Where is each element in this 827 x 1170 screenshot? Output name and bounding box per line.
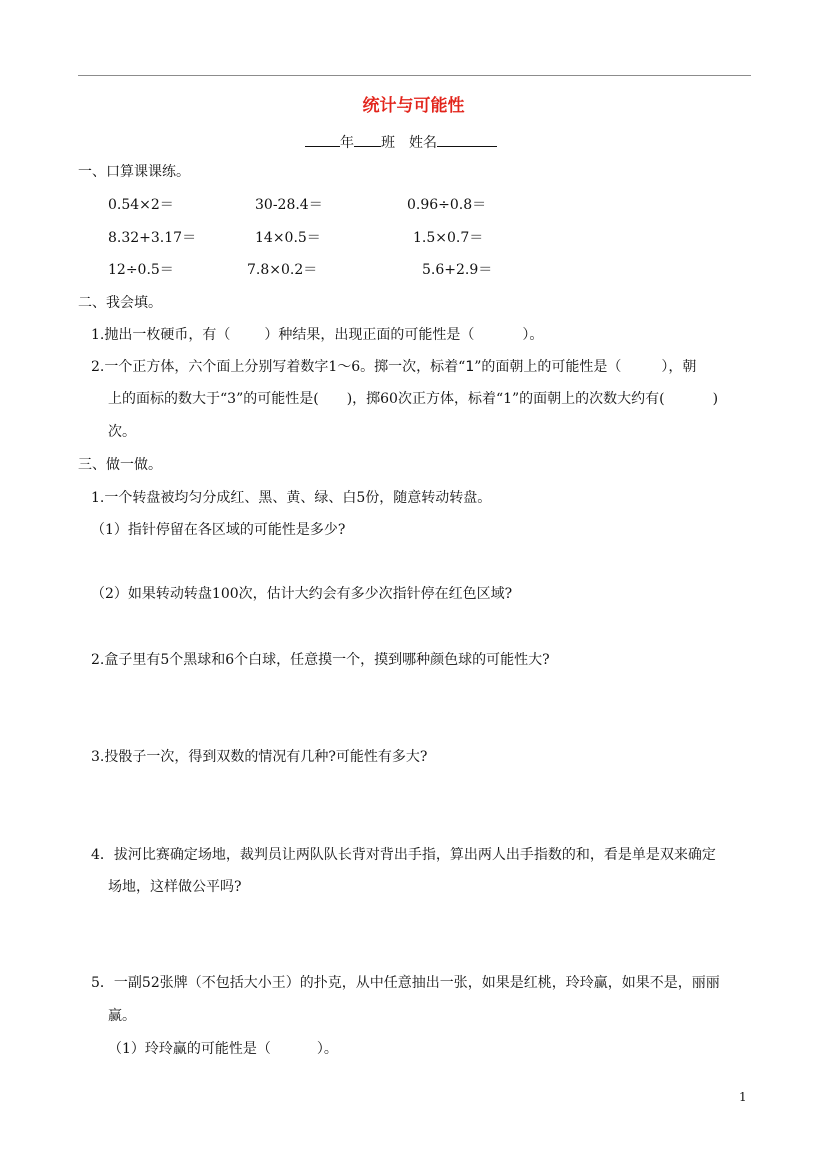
do-question-1: 1.一个转盘被均匀分成红、黑、黄、绿、白5份，随意转动转盘。	[91, 490, 492, 506]
class-blank[interactable]	[354, 132, 381, 147]
section-heading-1: 一、口算课课练。	[78, 164, 190, 180]
page-title: 统计与可能性	[362, 96, 465, 116]
section-heading-3: 三、做一做。	[78, 457, 162, 473]
section-heading-2: 二、我会填。	[78, 295, 162, 311]
math-item: 8.32+3.17＝	[108, 230, 197, 246]
math-item: 5.6+2.9＝	[422, 262, 493, 278]
year-label: 年	[340, 135, 354, 151]
name-blank[interactable]	[437, 132, 497, 147]
do-question-1-part-2: （2）如果转动转盘100次，估计大约会有多少次指针停在红色区域?	[91, 586, 513, 602]
math-item: 12÷0.5＝	[108, 262, 174, 278]
do-question-2: 2.盒子里有5个黑球和6个白球，任意摸一个，摸到哪种颜色球的可能性大?	[91, 652, 550, 668]
math-item: 0.96÷0.8＝	[407, 197, 487, 213]
fill-question-2-line-2: 上的面标的数大于“3”的可能性是( )，掷60次正方体，标着“1”的面朝上的次数大约有( )	[108, 391, 719, 407]
page-number: 1	[739, 1090, 747, 1104]
name-label: 姓名	[409, 135, 437, 151]
do-question-5-line-1: 5．一副52张牌（不包括大小王）的扑克，从中任意抽出一张，如果是红桃，玲玲赢，如果不是，丽丽	[91, 975, 720, 991]
fill-question-1: 1.抛出一枚硬币，有（ ）种结果，出现正面的可能性是（ ）。	[91, 327, 544, 343]
do-question-1-part-1: （1）指针停留在各区域的可能性是多少?	[91, 522, 346, 538]
math-item: 0.54×2＝	[108, 197, 174, 213]
do-question-4-line-2: 场地，这样做公平吗?	[108, 879, 242, 895]
do-question-5-part-1: （1）玲玲赢的可能性是（ ）。	[108, 1041, 338, 1057]
do-question-3: 3.投骰子一次，得到双数的情况有几种?可能性有多大?	[91, 749, 428, 765]
do-question-4-line-1: 4．拔河比赛确定场地，裁判员让两队队长背对背出手指，算出两人出手指数的和，看是单是双来确定	[91, 847, 716, 863]
fill-question-2-line-3: 次。	[108, 424, 136, 440]
header-rule	[78, 75, 751, 76]
math-item: 14×0.5＝	[255, 230, 321, 246]
class-label: 班	[381, 135, 395, 151]
math-item: 1.5×0.7＝	[413, 230, 484, 246]
fill-question-2-line-1: 2.一个正方体，六个面上分别写着数字1～6。掷一次，标着“1”的面朝上的可能性是（ ），朝	[91, 359, 697, 375]
student-info-line	[305, 132, 497, 152]
math-item: 30-28.4＝	[255, 197, 323, 213]
year-blank[interactable]	[305, 132, 340, 147]
math-item: 7.8×0.2＝	[247, 262, 318, 278]
do-question-5-line-2: 赢。	[108, 1008, 136, 1024]
